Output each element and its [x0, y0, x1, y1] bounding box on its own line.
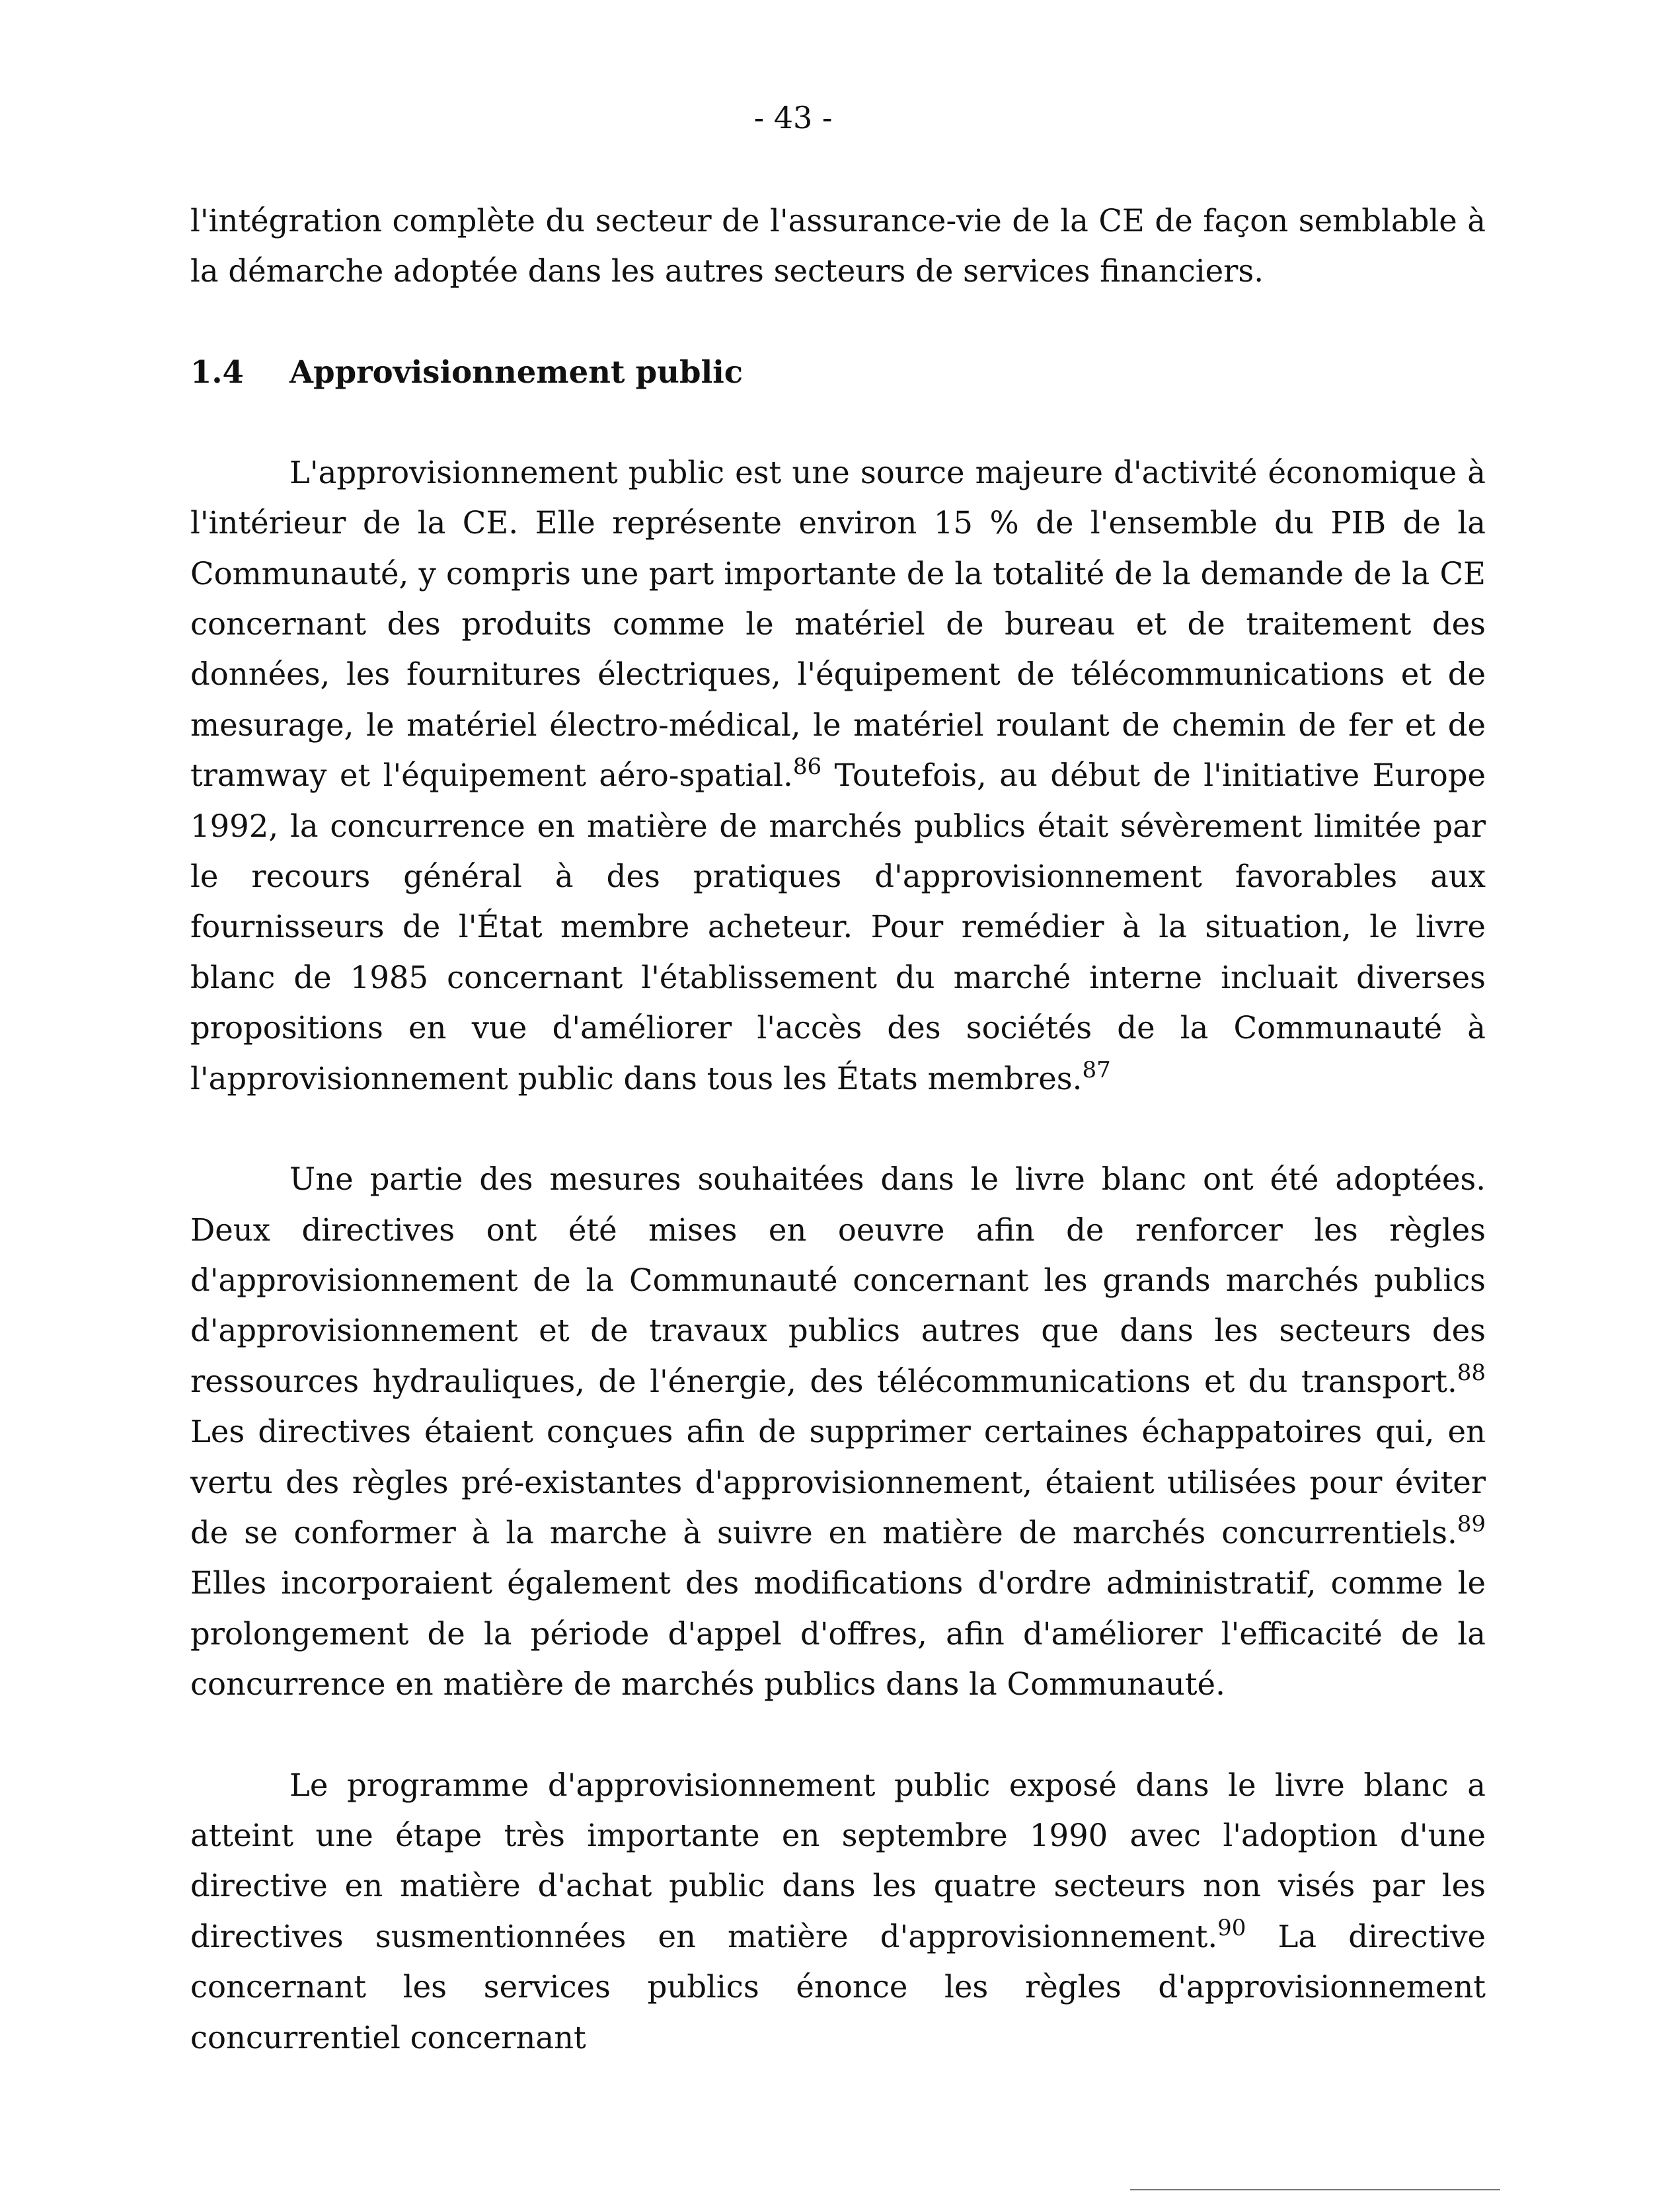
paragraph-3-text-a: Le programme d'approvisionnement public exposé dans le livre blanc a atteint une étape très importante en septembre 1990 avec l'adoption d'une directive en matière d'achat public dans les quatre secteurs non visés par les directives susmentionnées en matière d'approvisionnement.	[190, 1767, 1486, 1954]
paragraph-2-text-c: Elles incorporaient également des modifications d'ordre administratif, comme le prolongement de la période d'appel d'offres, afin d'améliorer l'efficacité de la concurrence en matière de marchés publics dans la Communauté.	[190, 1565, 1486, 1703]
footnote-ref-89: 89	[1457, 1510, 1486, 1537]
document-body	[190, 196, 1486, 2063]
footnote-ref-88: 88	[1457, 1359, 1486, 1386]
paragraph-1-text-a: L'approvisionnement public est une source majeure d'activité économique à l'intérieur de la CE. Elle représente environ 15 % de l'ensemble du PIB de la Communauté, y compris une part importante de la totalité de la demande de la CE concernant des produits comme le matériel de bureau et de traitement des données, les fournitures électriques, l'équipement de télécommunications et de mesurage, le matériel électro-médical, le matériel roulant de chemin de fer et de tramway et l'équipement aéro-spatial.	[190, 454, 1486, 794]
paragraph-2-text-a: Une partie des mesures souhaitées dans le livre blanc ont été adoptées. Deux directives ont été mises en oeuvre afin de renforcer les règles d'approvisionnement de la Communauté concernant les grands marchés publics d'approvisionnement et de travaux publics autres que dans les secteurs des ressources hydrauliques, de l'énergie, des télécommunications et du transport.	[190, 1161, 1486, 1399]
footnote-ref-86: 86	[792, 753, 822, 781]
paragraph-2-text-b: Les directives étaient conçues afin de supprimer certaines échappatoires qui, en vertu des règles pré-existantes d'approvisionnement, étaient utilisées pour éviter de se conformer à la marche à suivre en matière de marchés concurrentiels.	[190, 1414, 1486, 1551]
section-title: Approvisionnement public	[289, 353, 744, 390]
paragraph-3	[190, 1760, 1486, 2063]
footnote-ref-87: 87	[1082, 1056, 1111, 1083]
paragraph-1	[190, 447, 1486, 1104]
paragraph-continuation: l'intégration complète du secteur de l'assurance-vie de la CE de façon semblable à la démarche adoptée dans les autres secteurs de services financiers.	[190, 203, 1486, 289]
page-number: - 43 -	[753, 100, 833, 135]
paragraph-2	[190, 1154, 1486, 1709]
footnote-ref-90: 90	[1217, 1914, 1246, 1941]
paragraph-1-text-b: Toutefois, au début de l'initiative Europe 1992, la concurrence en matière de marchés publics était sévèrement limitée par le recours général à des pratiques d'approvisionnement favorables aux fournisseurs de l'État membre acheteur. Pour remédier à la situation, le livre blanc de 1985 concernant l'établissement du marché interne incluait diverses propositions en vue d'améliorer l'accès des sociétés de la Communauté à l'approvisionnement public dans tous les États membres.	[190, 757, 1486, 1097]
section-number: 1.4	[190, 353, 244, 390]
section-heading	[190, 347, 1486, 397]
footnote-separator	[1130, 2189, 1500, 2190]
paragraph-3-text-b: La directive concernant les services publics énonce les règles d'approvisionnement concurrentiel concernant	[190, 1918, 1486, 2056]
